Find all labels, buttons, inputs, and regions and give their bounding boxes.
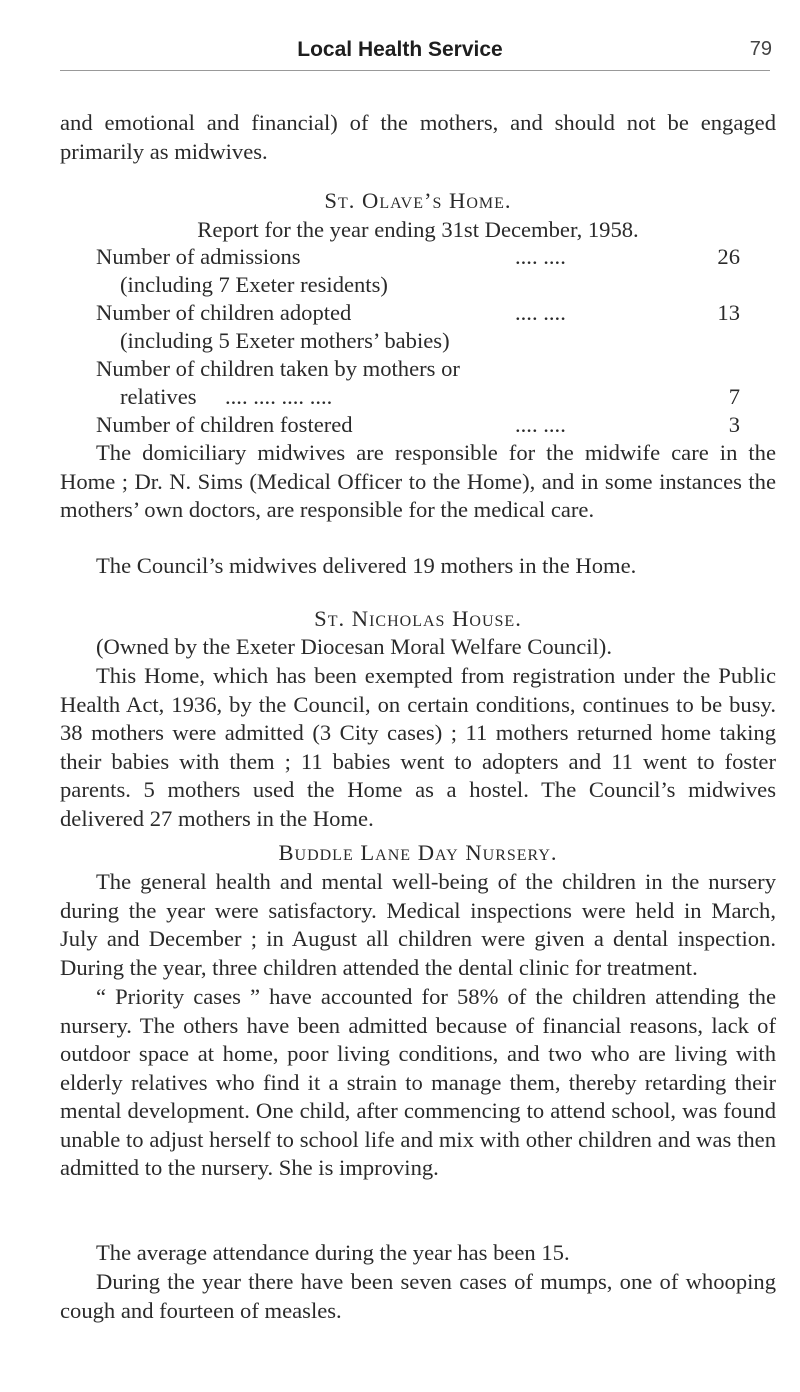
st-nicholas-heading: St. Nicholas House. [314, 606, 522, 631]
stat-value: 26 [717, 244, 740, 269]
buddle-lane-paragraph-1: The general health and mental well-being of the children in the nursery during the year were satisfactory. Medical inspections were held in March, July and December ; in August all children were given a dental inspection. During the year, three children attended the dental clinic for treatment. [60, 869, 776, 980]
page-header [0, 38, 800, 78]
intro-paragraph: and emotional and financial) of the mothers, and should not be engaged primarily as midwives. [60, 110, 776, 164]
buddle-lane-heading: Buddle Lane Day Nursery. [278, 840, 558, 865]
stat-label: Number of children fostered [96, 412, 353, 437]
stat-dots: .... .... .... .... [225, 384, 333, 409]
stat-value: 13 [717, 300, 740, 325]
buddle-lane-paragraph-4: During the year there have been seven cases of mumps, one of whooping cough and fourteen of measles. [60, 1269, 776, 1323]
page-number: 79 [749, 38, 772, 60]
st-nicholas-owner: (Owned by the Exeter Diocesan Moral Welfare Council). [96, 634, 612, 659]
stat-label: Number of admissions [96, 244, 301, 269]
buddle-lane-paragraph-3: The average attendance during the year has been 15. [96, 1240, 570, 1265]
header-rule [60, 70, 770, 71]
stat-value: 3 [728, 412, 740, 437]
st-olaves-paragraph-1: The domiciliary midwives are responsible for the midwife care in the Home ; Dr. N. Sims (Medical Officer to the Home), and in some instances the mothers’ own doctors, are responsible for the medical care. [60, 440, 776, 522]
st-olaves-paragraph-2: The Council’s midwives delivered 19 mothers in the Home. [96, 553, 637, 578]
stat-label: Number of children taken by mothers or [96, 356, 460, 381]
st-nicholas-paragraph: This Home, which has been exempted from registration under the Public Health Act, 1936, by the Council, on certain conditions, continues to be busy. 38 mothers were admitted (3 City cases) ; 11 mothers returned home taking their babies with them ; 11 babies went to adopters and 11 went to foster parents. 5 mothers used the Home as a hostel. The Council’s midwives delivered 27 mothers in the Home. [60, 663, 776, 831]
running-title: Local Health Service [297, 38, 503, 61]
stat-dots: .... .... [515, 300, 566, 325]
st-olaves-report-line: Report for the year ending 31st December, 1958. [197, 217, 639, 242]
stat-label-cont: relatives [120, 384, 197, 409]
buddle-lane-paragraph-2: “ Priority cases ” have accounted for 58% of the children attending the nursery. The others have been admitted because of financial reasons, lack of outdoor space at home, poor living conditions, and two who are living with elderly relatives who find it a strain to manage them, thereby retarding their mental development. One child, after commencing to attend school, was found unable to adjust herself to school life and mix with other children and was then admitted to the nursery. She is improving. [60, 984, 776, 1180]
stat-label: Number of children adopted [96, 300, 352, 325]
stat-dots: .... .... [515, 412, 566, 437]
stat-value: 7 [728, 384, 740, 409]
st-olaves-heading: St. Olave’s Home. [324, 188, 512, 213]
stat-note: (including 5 Exeter mothers’ babies) [120, 328, 450, 353]
stat-dots: .... .... [515, 244, 566, 269]
stat-note: (including 7 Exeter residents) [120, 272, 388, 297]
